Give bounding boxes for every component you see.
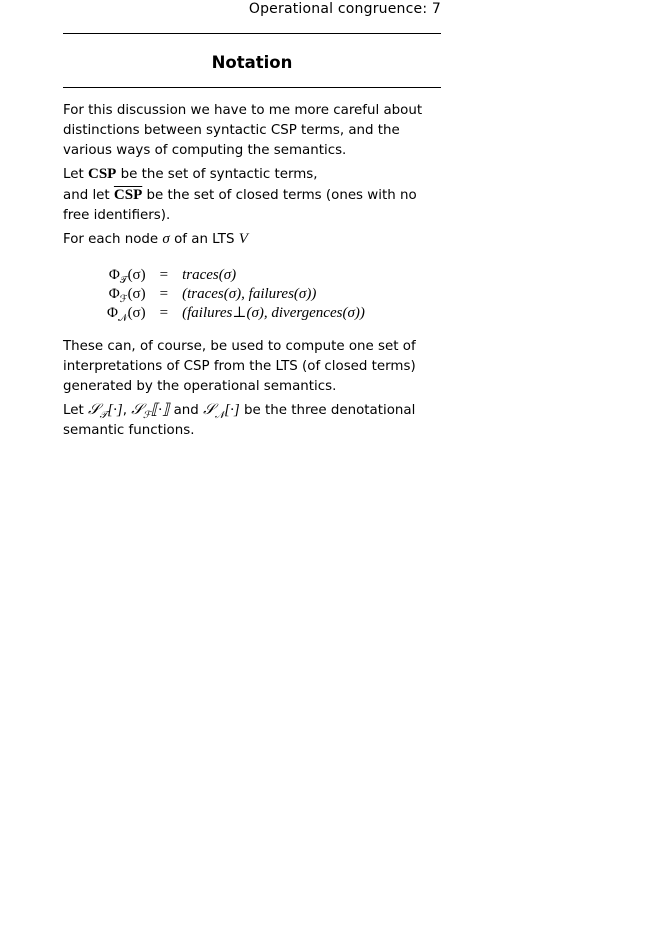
semantic-function-divergences: 𝒮$_𝒩$[·]: [203, 402, 240, 421]
text-fragment: and let: [63, 188, 114, 203]
sigma-symbol: σ: [162, 231, 170, 247]
body-text: [63, 101, 443, 444]
top-rule: [63, 33, 441, 34]
equation-lhs: $\Phi_𝒩(\sigma)$: [107, 305, 146, 324]
text-fragment: and: [169, 403, 204, 418]
equation-row: [107, 285, 365, 304]
equation-row: [107, 266, 365, 285]
section-title: Notation: [211, 53, 293, 72]
closed-csp-symbol: $\overline{CSP}$: [113, 187, 143, 203]
running-header: Operational congruence: 7: [248, 1, 441, 17]
paragraph-interpretations: These can, of course, be used to compute one set of interpretations of CSP from the LTS (of closed terms) generated by the operational semantics.: [63, 339, 416, 394]
equals-sign: =: [159, 305, 169, 321]
paragraph-intro: For this discussion we have to me more careful about distinctions between syntactic CSP terms, and the various ways of computing the semantics.: [63, 103, 423, 158]
text-fragment: be the set of syntactic terms,: [116, 167, 318, 182]
text-fragment: Let: [63, 167, 88, 182]
text-fragment: ,: [122, 403, 132, 418]
text-fragment: Let: [63, 403, 88, 418]
title-rule: [63, 87, 441, 88]
equation-lhs: $\Phi_𝒯(\sigma)$: [108, 267, 146, 286]
paragraph-lts-node: [63, 229, 443, 250]
equals-sign: =: [159, 286, 169, 302]
paragraph-semantic-functions: [63, 400, 443, 441]
v-symbol: V: [238, 231, 248, 247]
equation-row: [107, 304, 365, 323]
text-fragment: be the three denotational semantic functions.: [63, 403, 416, 438]
csp-symbol: CSP: [87, 166, 117, 182]
text-fragment: be the set of closed terms (ones with no free identifiers).: [63, 188, 417, 223]
equation-block: [107, 266, 365, 323]
equation-rhs: traces(σ): [182, 267, 237, 283]
equation-rhs: (traces(σ), failures(σ)): [182, 286, 317, 302]
semantic-function-traces: 𝒮$_𝒯$[·]: [87, 402, 123, 421]
paragraph-csp-def: [63, 164, 443, 226]
semantic-function-failures: 𝒮$_ℱ$⟦·⟧: [131, 402, 170, 421]
equation-rhs: (failures⊥(σ), divergences(σ)): [182, 305, 365, 321]
equals-sign: =: [159, 267, 169, 283]
text-fragment: For each node: [63, 232, 163, 247]
text-fragment: of an LTS: [169, 232, 239, 247]
equation-lhs: $\Phi_ℱ(\sigma)$: [108, 286, 146, 305]
